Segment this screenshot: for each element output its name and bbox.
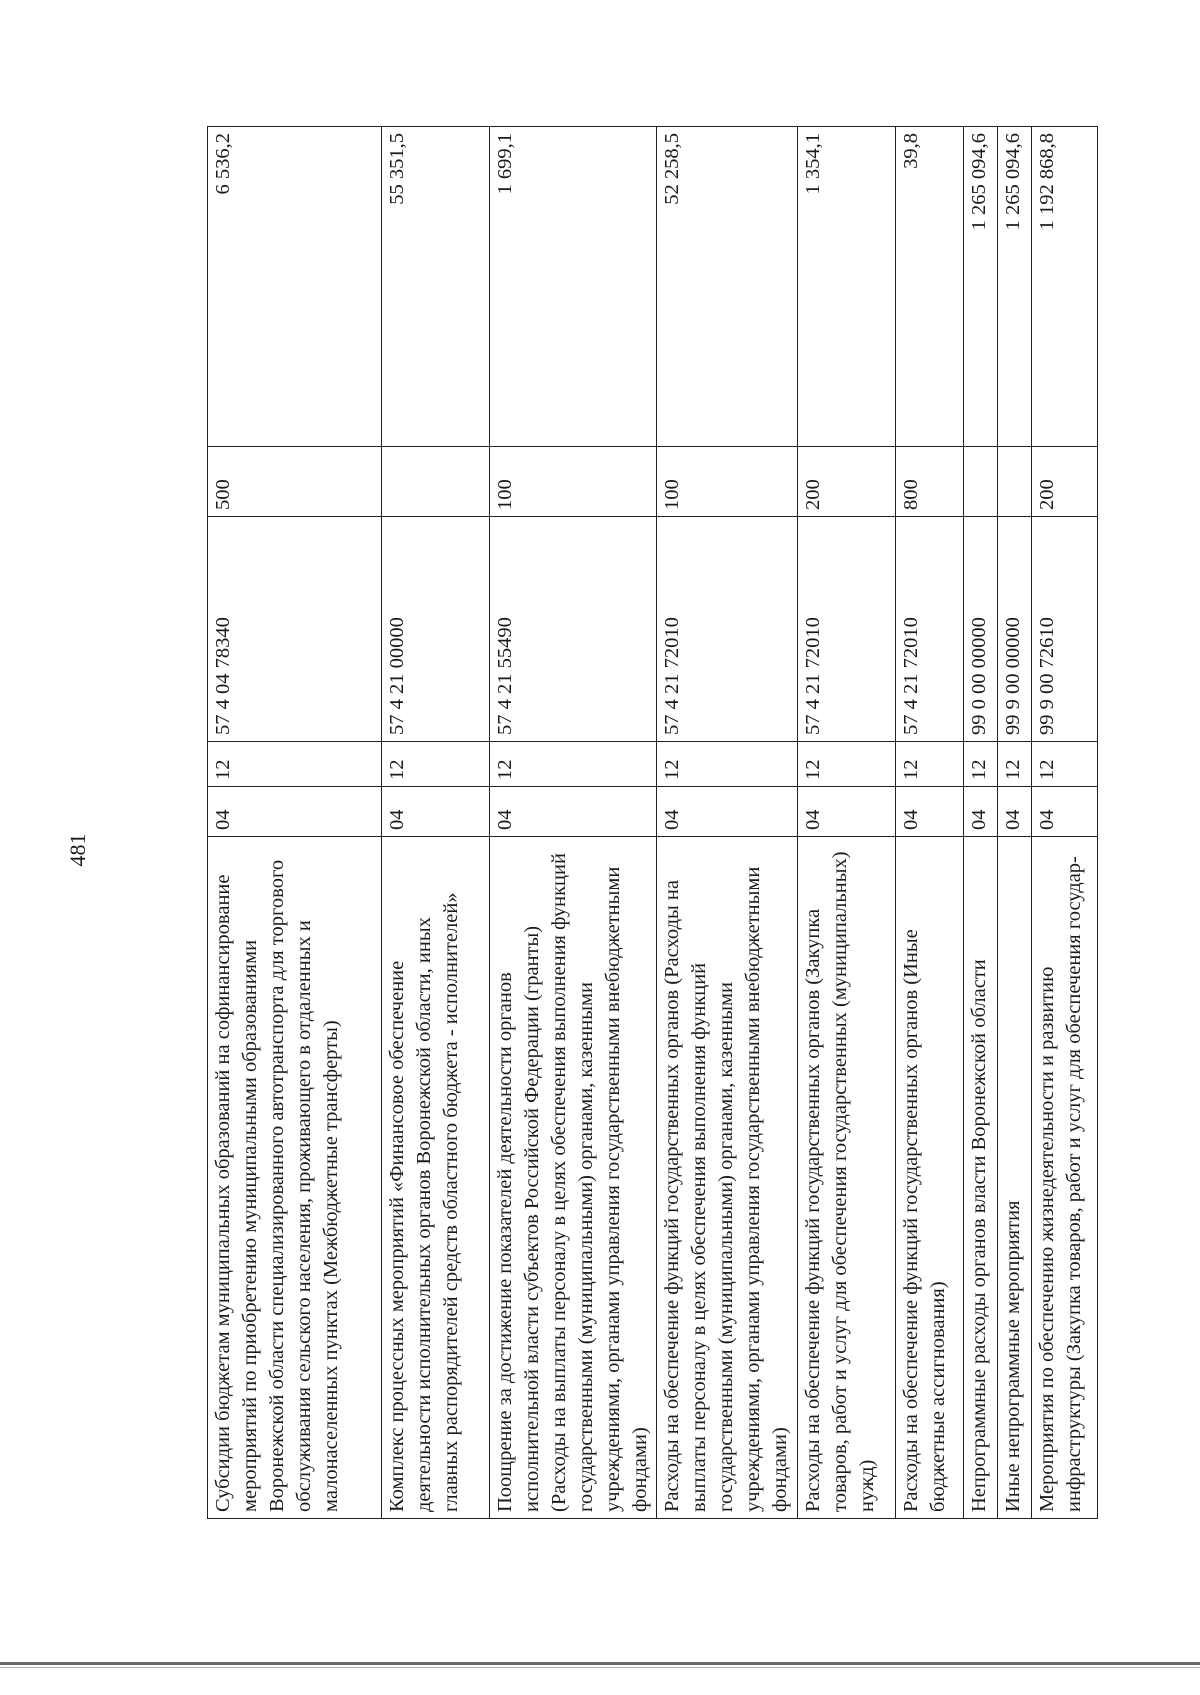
table-row: [208, 127, 382, 1519]
row-section: 04: [382, 787, 490, 837]
row-expense-type: 500: [208, 447, 382, 517]
row-subsection: 12: [490, 742, 657, 787]
row-amount: 1 354,1: [797, 127, 895, 447]
row-target-article: 99 9 00 72610: [1031, 517, 1097, 742]
row-description: Мероприятия по обеспечению жизнедеятельности и развитию инфраструктуры (Закупка товаров, работ и услуг для обеспечения государ-: [1031, 837, 1097, 1519]
row-description: Комплекс процессных мероприятий «Финансовое обеспечение деятельности исполнительных органов Воронежской области, иных главных распорядителей средств областного бюджета - исполнителей»: [382, 837, 490, 1519]
row-amount: 6 536,2: [208, 127, 382, 447]
row-subsection: 12: [657, 742, 797, 787]
row-expense-type: 100: [657, 447, 797, 517]
table-row: [963, 127, 997, 1519]
page-number: 481: [65, 833, 90, 867]
budget-table: [207, 126, 1098, 1519]
row-subsection: 12: [1031, 742, 1097, 787]
row-target-article: 57 4 21 72010: [797, 517, 895, 742]
row-expense-type: 800: [895, 447, 963, 517]
row-section: 04: [657, 787, 797, 837]
row-section: 04: [963, 787, 997, 837]
row-amount: 52 258,5: [657, 127, 797, 447]
row-description: Субсидии бюджетам муниципальных образований на софинансирование мероприятий по приобретению муниципальными образованиями Воронежской области специализированного автотранспорта для торгового обслуживания сельского населения, проживающего в отдаленных и малонаселенных пунктах (Межбюджетные трансферты): [208, 837, 382, 1519]
row-description: Непрограммные расходы органов власти Воронежской области: [963, 837, 997, 1519]
row-subsection: 12: [963, 742, 997, 787]
row-section: 04: [1031, 787, 1097, 837]
row-target-article: 57 4 21 72010: [657, 517, 797, 742]
row-subsection: 12: [997, 742, 1031, 787]
row-section: 04: [997, 787, 1031, 837]
row-target-article: 99 0 00 00000: [963, 517, 997, 742]
row-amount: 1 265 094,6: [997, 127, 1031, 447]
row-subsection: 12: [382, 742, 490, 787]
table-row: [997, 127, 1031, 1519]
row-amount: 1 265 094,6: [963, 127, 997, 447]
row-expense-type: [963, 447, 997, 517]
budget-table-rotated: [207, 127, 1085, 1519]
row-target-article: 99 9 00 00000: [997, 517, 1031, 742]
row-subsection: 12: [208, 742, 382, 787]
row-target-article: 57 4 21 00000: [382, 517, 490, 742]
row-expense-type: [382, 447, 490, 517]
row-amount: 55 351,5: [382, 127, 490, 447]
row-amount: 1 699,1: [490, 127, 657, 447]
row-description: Расходы на обеспечение функций государственных органов (Закупка товаров, работ и услуг для обеспечения государственных (муниципальных) нужд): [797, 837, 895, 1519]
scan-edge-line-secondary: [0, 1667, 1200, 1668]
row-expense-type: 100: [490, 447, 657, 517]
row-description: Расходы на обеспечение функций государственных органов (Иные бюджетные ассигнования): [895, 837, 963, 1519]
row-section: 04: [490, 787, 657, 837]
row-target-article: 57 4 21 55490: [490, 517, 657, 742]
row-amount: 1 192 868,8: [1031, 127, 1097, 447]
row-subsection: 12: [895, 742, 963, 787]
table-row: [382, 127, 490, 1519]
row-section: 04: [797, 787, 895, 837]
row-expense-type: 200: [797, 447, 895, 517]
table-row: [657, 127, 797, 1519]
table-row: [1031, 127, 1097, 1519]
row-description: Расходы на обеспечение функций государственных органов (Расходы на выплаты персоналу в целях обеспечения выполнения функций государственными (муниципальными) органами, казенными учреждениями, органами управления государственными внебюджетными фондами): [657, 837, 797, 1519]
row-subsection: 12: [797, 742, 895, 787]
table-row: [490, 127, 657, 1519]
table-row: [797, 127, 895, 1519]
row-amount: 39,8: [895, 127, 963, 447]
table-row: [895, 127, 963, 1519]
row-section: 04: [895, 787, 963, 837]
row-expense-type: [997, 447, 1031, 517]
row-target-article: 57 4 21 72010: [895, 517, 963, 742]
row-description: Иные непрограммные мероприятия: [997, 837, 1031, 1519]
row-description: Поощрение за достижение показателей деятельности органов исполнительной власти субъектов Российской Федерации (гранты) (Расходы на выплаты персоналу в целях обеспечения выполнения функций государственными (муниципальными) органами, казенными учреждениями, органами управления государственными внебюджетными фондами): [490, 837, 657, 1519]
row-section: 04: [208, 787, 382, 837]
row-expense-type: 200: [1031, 447, 1097, 517]
scan-edge-line: [0, 1662, 1200, 1665]
row-target-article: 57 4 04 78340: [208, 517, 382, 742]
